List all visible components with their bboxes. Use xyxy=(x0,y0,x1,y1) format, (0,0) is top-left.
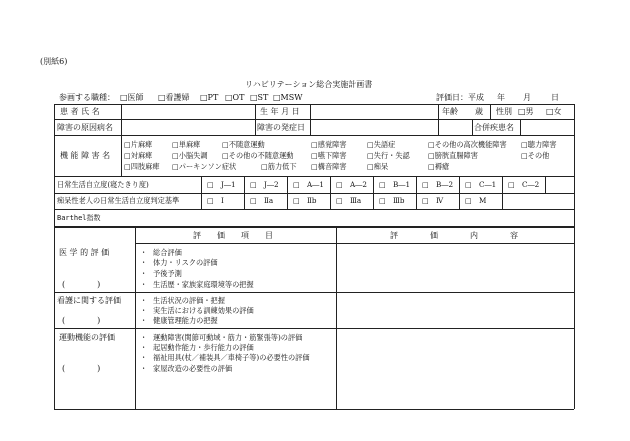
func-tetraplegia-checkbox[interactable]: □四肢麻痺 xyxy=(124,162,160,171)
eval-section-nursing-label: 看護に関する評価 xyxy=(57,296,121,305)
eval-medical-bullet: ・ xyxy=(140,269,148,278)
func-aphasia-checkbox[interactable]: □失語症 xyxy=(367,140,396,149)
eval-motor-item: 家屋改造の必要性の評価 xyxy=(153,364,233,373)
func-ataxia-checkbox[interactable]: □小脳失調 xyxy=(172,151,208,160)
eval-medical-item: 総合評価 xyxy=(153,248,182,257)
eval-content-header: 評 価 内 容 xyxy=(390,231,518,240)
func-other-checkbox[interactable]: □その他 xyxy=(521,151,550,160)
eval-motor-bullet: ・ xyxy=(140,333,148,342)
eval-items-header: 評 価 項 目 xyxy=(193,231,273,240)
eval-medical-content-field[interactable] xyxy=(338,244,572,291)
participant-pt-checkbox[interactable]: □PT xyxy=(200,93,219,102)
func-apraxia-checkbox[interactable]: □失行・失認 xyxy=(367,151,410,160)
eval-motor-item: 起居動作能力・歩行能力の評価 xyxy=(153,343,254,352)
func-pressure-sore-checkbox[interactable]: □褥瘡 xyxy=(428,162,450,171)
adl-a1-checkbox[interactable]: □ A―1 xyxy=(293,180,324,189)
eval-medical-item: 体力・リスクの評価 xyxy=(153,258,218,267)
participant-ot-checkbox[interactable]: □OT xyxy=(225,93,245,102)
onset-field[interactable] xyxy=(312,121,436,134)
adl-j1-checkbox[interactable]: □ J―1 xyxy=(207,180,236,189)
barthel-label: Barthel指数 xyxy=(57,214,101,222)
eval-medical-bullet: ・ xyxy=(140,248,148,257)
comorbid-field[interactable] xyxy=(522,121,572,134)
eval-medical-bullet: ・ xyxy=(140,280,148,289)
eval-date-month: 月 xyxy=(523,93,531,102)
func-hemiplegia-checkbox[interactable]: □片麻痺 xyxy=(124,140,153,149)
func-parkinson-checkbox[interactable]: □パーキンソン症状 xyxy=(172,162,237,171)
eval-motor-bullet: ・ xyxy=(140,364,148,373)
eval-motor-bullet: ・ xyxy=(140,353,148,362)
dementia-3b-checkbox[interactable]: □ Ⅲb xyxy=(379,196,405,205)
eval-section-nursing-paren: ( ) xyxy=(62,316,101,325)
sex-male-checkbox[interactable]: □男 xyxy=(518,107,534,116)
eval-medical-item: 生活歴・家族家庭環境等の把握 xyxy=(153,280,254,289)
adl-b1-checkbox[interactable]: □ B―1 xyxy=(379,180,411,189)
func-dysphagia-checkbox[interactable]: □嚥下障害 xyxy=(311,151,347,160)
eval-nursing-bullet: ・ xyxy=(140,306,148,315)
eval-nursing-bullet: ・ xyxy=(140,316,148,325)
eval-motor-bullet: ・ xyxy=(140,343,148,352)
dementia-2a-checkbox[interactable]: □ Ⅱa xyxy=(250,196,274,205)
dementia-3a-checkbox[interactable]: □ Ⅲa xyxy=(336,196,362,205)
eval-motor-content-field[interactable] xyxy=(338,330,572,408)
attachment-label: (別紙6) xyxy=(40,57,68,66)
comorbid-label: 合併疾患名 xyxy=(474,123,514,132)
func-monoplegia-checkbox[interactable]: □単麻痺 xyxy=(172,140,201,149)
func-dysarthria-checkbox[interactable]: □構音障害 xyxy=(311,162,347,171)
dob-field[interactable] xyxy=(312,105,436,118)
dob-label: 生 年 月 日 xyxy=(260,107,300,116)
func-other-involuntary-checkbox[interactable]: □その他の不随意運動 xyxy=(222,151,294,160)
eval-medical-bullet: ・ xyxy=(140,258,148,267)
eval-nursing-item: 生活状況の評価・把握 xyxy=(153,296,225,305)
participant-msw-checkbox[interactable]: □MSW xyxy=(273,93,303,102)
adl-c1-checkbox[interactable]: □ C―1 xyxy=(465,180,497,189)
eval-nursing-bullet: ・ xyxy=(140,296,148,305)
func-higher-cognitive-checkbox[interactable]: □その他の高次機能障害 xyxy=(428,140,507,149)
dementia-2b-checkbox[interactable]: □ Ⅱb xyxy=(293,196,317,205)
dementia-1-checkbox[interactable]: □ Ⅰ xyxy=(207,196,224,205)
func-involuntary-checkbox[interactable]: □不随意運動 xyxy=(222,140,265,149)
eval-section-medical-paren: ( ) xyxy=(62,280,101,289)
participant-nurse-checkbox[interactable]: □看護婦 xyxy=(158,93,190,102)
func-dementia-checkbox[interactable]: □痴呆 xyxy=(367,162,389,171)
eval-section-motor-label: 運動機能の評価 xyxy=(59,333,115,342)
func-bladder-checkbox[interactable]: □膀胱直腸障害 xyxy=(428,151,478,160)
participant-doctor-checkbox[interactable]: □医師 xyxy=(120,93,144,102)
adl-j2-checkbox[interactable]: □ J―2 xyxy=(250,180,279,189)
dementia-label: 痴呆性老人の日常生活自立度判定基準 xyxy=(57,196,180,205)
page-title: リハビリテーション総合実施計画書 xyxy=(245,80,373,89)
patient-name-label: 患 者 氏 名 xyxy=(60,107,100,116)
func-hearing-checkbox[interactable]: □聴力障害 xyxy=(521,140,557,149)
patient-name-field[interactable] xyxy=(123,105,253,118)
func-weakness-checkbox[interactable]: □筋力低下 xyxy=(261,162,297,171)
adl-c2-checkbox[interactable]: □ C―2 xyxy=(508,180,540,189)
eval-date-label: 評価日：平成 xyxy=(436,93,484,102)
func-paraplegia-checkbox[interactable]: □対麻痺 xyxy=(124,151,153,160)
cause-label: 障害の原因病名 xyxy=(57,123,113,132)
eval-nursing-item: 健康管理能力の把握 xyxy=(153,316,218,325)
onset-label: 障害の発症日 xyxy=(257,123,305,132)
eval-motor-item: 福祉用具(杖／補装具／車椅子等)の必要性の評価 xyxy=(153,353,310,362)
eval-date-day: 日 xyxy=(551,93,559,102)
age-unit: 歳 xyxy=(475,107,483,116)
eval-nursing-item: 実生活における訓練効果の評価 xyxy=(153,306,254,315)
functional-label: 機 能 障 害 名 xyxy=(60,151,111,160)
eval-date-year: 年 xyxy=(497,93,505,102)
adl-b2-checkbox[interactable]: □ B―2 xyxy=(422,180,454,189)
participants-label: 参画する職種： xyxy=(59,93,115,102)
eval-medical-item: 予後予測 xyxy=(153,269,182,278)
sex-label: 性別 xyxy=(496,107,512,116)
adl-a2-checkbox[interactable]: □ A―2 xyxy=(336,180,367,189)
age-label: 年齢 xyxy=(442,107,458,116)
eval-nursing-content-field[interactable] xyxy=(338,293,572,327)
eval-motor-item: 運動障害(関節可動域・筋力・筋緊張等)の評価 xyxy=(153,333,303,342)
dementia-4-checkbox[interactable]: □ Ⅳ xyxy=(422,196,444,205)
eval-section-medical-label: 医 学 的 評 価 xyxy=(59,248,110,257)
func-sensory-checkbox[interactable]: □感覚障害 xyxy=(311,140,347,149)
participant-st-checkbox[interactable]: □ST xyxy=(250,93,269,102)
sex-female-checkbox[interactable]: □女 xyxy=(546,107,562,116)
cause-field[interactable] xyxy=(123,121,253,134)
dementia-m-checkbox[interactable]: □ M xyxy=(465,196,487,205)
adl-label: 日常生活自立度(寝たきり度) xyxy=(57,180,149,189)
eval-section-motor-paren: ( ) xyxy=(62,364,101,373)
